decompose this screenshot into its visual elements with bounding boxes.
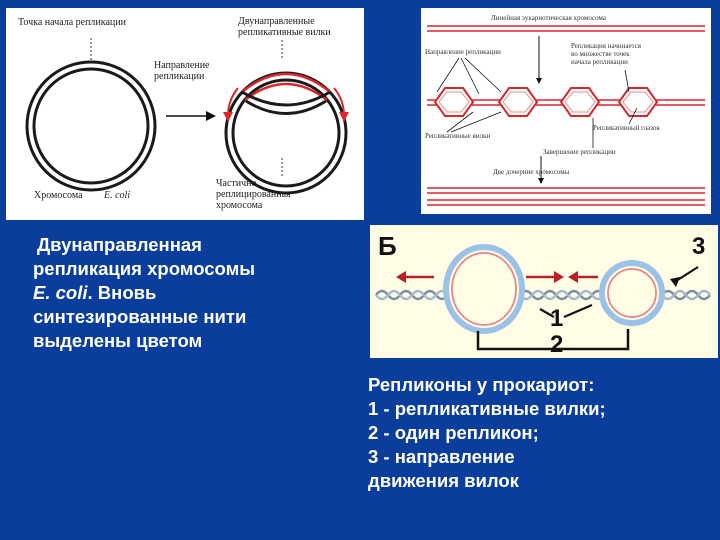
chromosome-label: Хромосома [34,190,83,201]
replicon-bubble-1 [446,247,522,331]
caption-right-line4: 3 - направление [368,446,515,467]
caption-right-line2: 1 - репликативные вилки; [368,398,606,419]
completion-label: Завершение репликации [543,148,616,156]
caption-left-italic: E. coli [33,282,88,303]
caption-right-line1: Репликоны у прокариот: [368,374,595,395]
direction-label-line1: Направление [154,60,210,71]
replicons-diagram [370,225,718,358]
direction-label: Направление репликации [425,48,501,56]
caption-left-line4: синтезированные нити [33,306,247,327]
ecoli-replication-figure [6,8,364,220]
start-label-line3: начала репликации [571,58,628,66]
caption-left [33,233,353,353]
caption-right [368,373,713,493]
chromosome-outer-ring [27,62,155,190]
eukaryotic-replication-figure [421,8,711,214]
caption-left-line5: выделены цветом [33,330,203,351]
caption-left-line3 [33,281,353,305]
chromosome-inner-ring [34,69,148,183]
caption-left-line2: репликация хромосомы [33,258,256,279]
caption-right-line3: 2 - один репликон; [368,422,539,443]
eukaryotic-title: Линейная эукариотическая хромосома [491,14,606,22]
replication-bubbles [427,88,705,116]
caption-left-line3-rest: . Вновь [87,282,157,303]
forks-label: Репликативные вилки [425,132,491,140]
eukaryotic-diagram [421,8,711,214]
start-label-line2: во множестве точек [571,50,630,58]
replicon-bubble-2 [602,263,662,323]
replicons-figure [370,225,718,358]
new-strand-inner [245,84,327,100]
direction-label-line2: репликации [154,71,205,82]
origin-label: Точка начала репликации [18,17,126,28]
forks-label-line2: репликативные вилки [238,27,331,38]
caption-left-line1: Двунаправленная [37,234,202,255]
forks-label-line1: Двунаправленные [238,16,315,27]
ecoli-diagram [6,8,364,220]
label-2: 2 [550,331,564,358]
label-1: 1 [550,305,564,332]
fork-direction-arrows [396,271,598,283]
partial-label-line3: хромосома [216,200,263,211]
panel-letter: Б [378,231,397,261]
caption-right-line5: движения вилок [368,470,519,491]
start-label-line1: Репликация начинается [571,42,642,50]
eye-label: Репликативный глазок [593,124,660,132]
partial-label-line1: Частично [216,178,257,189]
partial-label-line2: реплицированная [216,189,291,200]
ecoli-label: E. coli [104,190,131,201]
daughters-label: Две дочерние хромосомы [493,168,570,176]
label-3: 3 [692,233,706,260]
